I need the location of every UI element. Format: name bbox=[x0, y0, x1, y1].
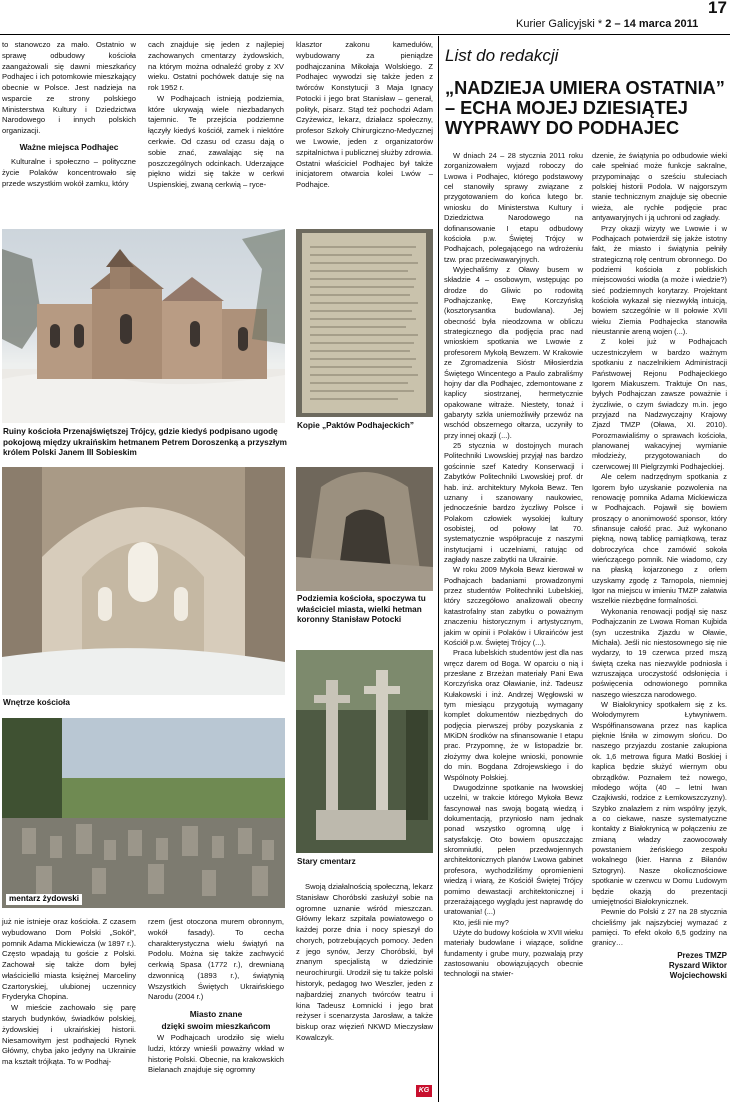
church-ruins-illustration bbox=[2, 229, 285, 423]
photo-church-ruins bbox=[2, 229, 285, 423]
section-label: List do redakcji bbox=[445, 46, 559, 65]
left-col2-top bbox=[148, 40, 284, 191]
caption-pacts: Kopie „Paktów Podhajeckich” bbox=[297, 421, 414, 430]
subheading-miasto-znane bbox=[148, 1009, 284, 1033]
left-col3-bottom bbox=[296, 882, 433, 1044]
paragraph: Dwugodzinne spotkanie na lwowskiej uczelni, w trakcie którego Mykoła Bewz fascynował nas swoją bogatą wiedzą i dokumentacją, przyniosło nam jednak ponad wszystko ogromną ulgę i satysfakcję. Oto bowiem opuszczając skromniutki, pełen przedwojennych architektonicznych planów Lwowa gabinet profesora, wychodziliśmy opromienieni wiedzą i wiarą, że Kościół Świętej Trójcy pomimo dewastacji architektonicznej i przerażającego wyglądu jest naprawdę do uratowania! (...) bbox=[444, 782, 583, 917]
caption-jewish-cemetery: mentarz żydowski bbox=[6, 894, 82, 905]
paragraph: rzem (jest otoczona murem obronnym, wokół fasady). To cecha charakterystyczna wielu świątyń na Podolu. Można się także zachwycić cerkwią Spasa (1772 r.), drewnianą dzwonnicą (1893 r.), świątynią Wszystkich Świętych Ukraińskiego Narodu (2004 r.) bbox=[148, 917, 284, 1002]
paragraph: Swoją działalnością społeczną, lekarz Stanisław Choróbski zasłużył sobie na ogromne uznanie wśród mieszczan. Główny lekarz szpitala powiatowego o każdej porze dnia i nocy spieszył do chorych, potrzebujących pomocy. Jeden z jego synów, Jerzy Choróbski, był znanym specjalistą w dziedzinie neurochirurgii. Urodził się tu także polski historyk, pedagog Iwo Weszler, jeden z najbardziej znanych twórców teatru i kina Tadeusz Łomnicki i jego brat reżyser i scenarzysta Jarosław, a także biskup oraz więzień NKWD Mieczysław Kowalczyk. bbox=[296, 882, 433, 1042]
kg-logo bbox=[416, 1085, 432, 1097]
subheading-line-2: dzięki swoim mieszkańcom bbox=[161, 1021, 271, 1032]
paragraph: Praca lubelskich studentów jest dla nas wręcz darem od Boga. W oparciu o nią i przesłane z Brzeżan materiały Pani Ewa Korczyńska oraz Oławianie, inż. Tadeusz Kułakowski i inż. Andrzej Węgłowski w tym miesiącu przygotują wymagany komplet dokumentów niezbędnych do podjęcia pierwszej próby pozyskania z MKiDN środków na sfinansowanie I etapu prac. Przypomnę, że w listopadzie br. złożymy dwa kolejne wnioski, ponownie do min. Bogdana Zdrojewskiego i do Wspólnoty Polskiej. bbox=[444, 648, 583, 782]
signature-name: Ryszard Wiktor bbox=[668, 961, 727, 971]
paragraph: Ale celem nadrzędnym spotkania z Igorem było uzyskanie pozwolenia na renowację pomnika Adama Mickiewicza w Podhajcach. Pojawił się bowiem proszący o anonimowość sponsor, który sfinansuje całość prac. Już wykonano piękną, nową tablicę pamiątkową, teraz dobroczyńca chce zamówić sokoła wieńczącego pomnik. Nie wiadomo, czy na płaską kojarzonego z orłem uzyskamy zgodę z Tarnopola, niemniej Igor na miejscu w imieniu TMZP załatwia wszelkie niezbędne formalności. bbox=[592, 472, 727, 606]
interior-illustration bbox=[2, 467, 285, 695]
header-rule bbox=[0, 34, 730, 35]
left-bottom-col2 bbox=[148, 917, 284, 1076]
paragraph: Wykonania renowacji podjął się nasz Podhajczanin ze Lwowa Roman Kujbida (syn uczestnika Zjazdu w Oławie, Michała). Jeśli nic niestosownego się nie wydarzy, to 19 czerwca przed mszą świętą czeka nas niezwykle podniosła i wzruszająca uroczystość odsłonięcia i poświęcenia odnowionego pomnika naszego wieszcza narodowego. bbox=[592, 606, 727, 699]
left-col3-top bbox=[296, 40, 433, 191]
paragraph: klasztor zakonu kamedułów, wybudowany za pieniądze podhajczanina Mikołaja Wolskiego. Z Podhajec wywodzi się także jeden z twórców Konstytucji 3 Maja Ignacy Potocki i jego brat Stanisław – generał, polityk, pisarz. Stąd też pochodzi Adam Czyżewicz, lekarz, działacz społeczny, profesor Szkoły Chirurgiczno-Medycznej we Lwowie, jeden z organizatorów szpitalnictwa i publicznej służby zdrowia. Ostatni właściciel Podhajec był także inicjatorem otwarcia kolei Lwów – Podhajce. bbox=[296, 40, 433, 190]
old-cemetery-illustration bbox=[296, 650, 433, 853]
photo-church-underground bbox=[296, 467, 433, 591]
underground-illustration bbox=[296, 467, 433, 591]
paragraph: cach znajduje się jeden z najlepiej zachowanych cmentarzy żydowskich, na którym można odnaleźć groby z XV wieku. Ostatni pochówek datuje się na rok 1952 r. bbox=[148, 40, 284, 93]
paragraph: to stanowczo za mało. Ostatnio w sprawę odbudowy kościoła zaangażowali się dawni mieszkańcy Podhajec i ich potomkowie mieszkający obecnie w Polsce. Jest nadzieja na wsparcie ze strony polskiego Ministerstwa Kultury i Dziedzictwa Narodowego i innych polskich organizacji. bbox=[2, 40, 136, 136]
photo-jewish-cemetery bbox=[2, 718, 285, 908]
newspaper-name: Kurier Galicyjski bbox=[516, 18, 595, 30]
paragraph: już nie istnieje oraz kościoła. Z czasem wybudowano Dom Polski „Sokół”, pomnik Adama Mickiewicza (w 1897 r.). Często wpadają tu goście z Polski. Zachował się także dom byłej właścicielki miasta księżnej Marceliny Czartoryskiej, ulubionej uczennicy Fryderyka Chopina. bbox=[2, 917, 136, 1002]
photo-church-interior bbox=[2, 467, 285, 695]
paragraph: Pewnie do Polski z 27 na 28 stycznia chcieliśmy jak najszybciej wymazać z pamięci. To efekt około 6,5 godziny na granicy… bbox=[592, 907, 727, 948]
paragraph: W mieście zachowało się parę starych budynków, świadków polskiej, żydowskiej i ukraińskiej historii. Niesamowitym jest podhajecki Rynek Główny, chyba jako jedyny na Ukrainie ma kształt trójkąta. To w Podhaj- bbox=[2, 1003, 136, 1067]
paragraph: W Podhajcach istnieją podziemia, które ukrywają wiele niezbadanych tajemnic. Te przejścia podziemne łączyły kiedyś kościół, zamek i niektóre cerkwie. Od czasu od czasu dają o sobie znać, zawalając się na poszczególnych odcinkach. Uderzające piękno widzi się także w cerkwi Uspienskiej, zwaną cerkwią – ryce- bbox=[148, 93, 284, 190]
paragraph: W roku 2009 Mykoła Bewz kierował w Podhajcach badaniami prowadzonymi przez studentów Politechniki Lubelskiej, który szczegółowo analizowali obecny katastrofalny stan zabytku o poważnym znaczeniu historycznym i artystycznym, jakim w opinii i Polaków i Ukraińców jest Kościół p.w. Świętej Trójcy (...). bbox=[444, 565, 583, 647]
paragraph: Przy okazji wizyty we Lwowie i w Podhajcach potwierdził się jakże istotny fakt, że miasto i świątynia pełniły strategiczną rolę centrum obronnego. Do podziemi kościoła z pobliskich miejscowości wiodła (a może i wiedzie?) sieć podziemnych korytarzy. Projektant kościoła wykazał się niezwykłą intuicją, bowiem szczególnie w II połowie XVII wieku Ziemia Podhajecka stanowiła nieustannie areną wojen (...). bbox=[592, 223, 727, 337]
header-date bbox=[516, 18, 730, 30]
photo-pacts-document bbox=[296, 229, 433, 417]
signature-title: Prezes TMZP bbox=[677, 950, 727, 960]
caption-underground: Podziemia kościoła, spoczywa tu właściciel miasta, wielki hetman koronny Stanisław Potocki bbox=[297, 594, 426, 625]
paragraph: W Białokrynicy spotkałem się z ks. Wołodymyrem Łytwyniwem. Współfinansowana przez nas kaplica pięknie lśniła w zimowym słońcu. Do naszego przyjazdu zostanie zakupiona ok. 1,6 metrowa figura Matki Boskiej i kaplica będzie służyć wiernym obu obrządków. Poznałem też nowego, młodego wójta (40 – letni Iwan Czajkiwski, rodzice z Łemkowszczyzny). Szybko znalazłem z nim wspólny język, a co ciekawe, nasze systematyczne kontakty z Białokrynicą w połączeniu ze zmianą władzy zaowocowały powstaniem żeńskiego zespołu wokalnego (kier. Hanna z Biłanów Sztogryn). Nasze okolicznościowe spotkanie w czerwcu w Domu Ludowym będzie okazją do prezentacji umiejętności Białokrynicznek. bbox=[592, 700, 727, 906]
paragraph: W dniach 24 – 28 stycznia 2011 roku zorganizowałem wyjazd roboczy do Lwowa i Podhajec, którego podstawowy cel stanowiły sprawy związane z przygotowaniem do końca lutego br. wniosku do Ministerstwa Kultury i Dziedzictwa Narodowego na dofinansowanie I etapu odbudowy kościoła p.w. Świętej Trójcy w Podhajcach, polegającego na wdrożeniu tzw. prac przeciwawaryjnych. bbox=[444, 151, 583, 264]
kg-logo-text: KG bbox=[418, 1087, 430, 1094]
letter-headline: „NADZIEJA UMIERA OSTATNIA” – ECHA MOJEJ DZIESIĄTEJ WYPRAWY DO PODHAJEC bbox=[445, 78, 725, 139]
paragraph: dzenie, że świątynia po odbudowie wieki całe spełniać może funkcje sakralne, przypominając o sześciu stuleciach polskiej historii Podola. W najgorszym stanie technicznym znajduje się obecnie wieża, ale rychłe podjęcie prac antyawaryjnych i ją uchroni od zagłady. bbox=[592, 151, 727, 223]
subheading-wazne-miejsca: Ważne miejsca Podhajec bbox=[19, 142, 119, 153]
paragraph: 25 stycznia w dostojnych murach Politechniki Lwowskiej przyjął nas bardzo gościnnie szef Katedry Konserwacji i Zabytków Politechniki Lwowskiej prof. dr hab. inż. architektury Mykoła Bewz. Ten uznany i szanowany naukowiec, jednocześnie bardzo życzliwy Polsce i Polakom człowiek wysokiej kultury osobistej, od połowy lat 70. systematycznie współpracuje z naszymi instytucjami i uczelniami, ratując od zagłady nasze zabytki na Ukrainie. bbox=[444, 441, 583, 565]
jewish-cemetery-illustration bbox=[2, 718, 285, 908]
left-bottom-col1 bbox=[2, 917, 136, 1068]
handwriting-lines bbox=[302, 233, 426, 413]
caption-old-cemetery: Stary cmentarz bbox=[297, 857, 356, 866]
caption-interior: Wnętrze kościoła bbox=[3, 698, 70, 707]
signature-surname: Wojciechowski bbox=[669, 971, 727, 981]
header-separator: * bbox=[597, 18, 603, 30]
signature-block bbox=[592, 951, 727, 982]
letter-column-b bbox=[592, 151, 727, 982]
paragraph: Kulturalne i społeczno – polityczne życie Polaków koncentrowało się przede wszystkim wokół zamku, który bbox=[2, 156, 136, 188]
photo-old-cemetery bbox=[296, 650, 433, 853]
paragraph: W Podhajcach urodziło się wielu ludzi, którzy wnieśli poważny wkład w historię Polski. Obecnie, na krakowskich Bielanach znajduje się ogromny bbox=[148, 1033, 284, 1075]
paragraph: Z kolei już w Podhajcach uczestniczyłem w bardzo ważnym spotkaniu z naczelnikiem Administracji Państwowej Rejonu Podhajeckiego Igorem Miakuszem. Traktuje On nas, byłych Podhajczan zawsze poważnie i życzliwie, o czym świadczy m.in. jego przyjazd na Nadzwyczajny Krajowy Zjazd TMZP (Oława, XI. 2010). Porozmawialiśmy o sprawach kościoła, planowanej wakacyjnej wymianie młodzieży, przygotowaniach do czerwcowej III Pielgrzymki Podhajeckiej. bbox=[592, 337, 727, 471]
document-paper bbox=[302, 233, 426, 413]
left-col1-top bbox=[2, 40, 136, 189]
subheading-line-1: Miasto znane bbox=[189, 1009, 243, 1020]
issue-date: 2 – 14 marca 2011 bbox=[605, 18, 699, 30]
caption-ruins: Ruiny kościoła Przenajświętszej Trójcy, gdzie kiedyś podpisano ugodę pokojową między ukraińskim hetmanem Petrem Doroszenką a przyszłym królem Polski Janem III Sobieskim bbox=[3, 427, 287, 458]
page-number: 17 bbox=[708, 0, 727, 17]
column-divider bbox=[438, 36, 439, 1102]
paragraph: Wyjechaliśmy z Oławy busem w składzie 4 – osobowym, wstępując po drodze do Gliwic po rodowitą Podhajczankę, Ewę Korczyńską (kosztorysantka budowlana). Jej obecność była nieodzowna w obliczu strategicznego dla podjęcia prac nad wnioskiem spotkania we Lwowie z profesorem Mykołą Bewzem. W Krakowie ze Zgromadzenia Sióstr Miłosierdzia Świętego Wincentego a Paulo zabraliśmy hojny dar dla Podhajec, zdemontowane z kaplicy siostrzanej, hermetycznie opakowane witraże. Niestety, tonaż i gabaryty szkła uniemożliwiły przewóz na wschód obszernego ołtarza, uczyniły to przy innej okazji (...). bbox=[444, 264, 583, 440]
paragraph: Użyte do budowy kościoła w XVII wieku materiały budowlane i wiązące, solidne fundamenty i grube mury, pozwalają przy zastosowaniu obowiązujących obecnie technologii na stwier- bbox=[444, 927, 583, 979]
letter-column-a bbox=[444, 151, 583, 980]
paragraph: Kto, jeśli nie my? bbox=[453, 917, 509, 927]
